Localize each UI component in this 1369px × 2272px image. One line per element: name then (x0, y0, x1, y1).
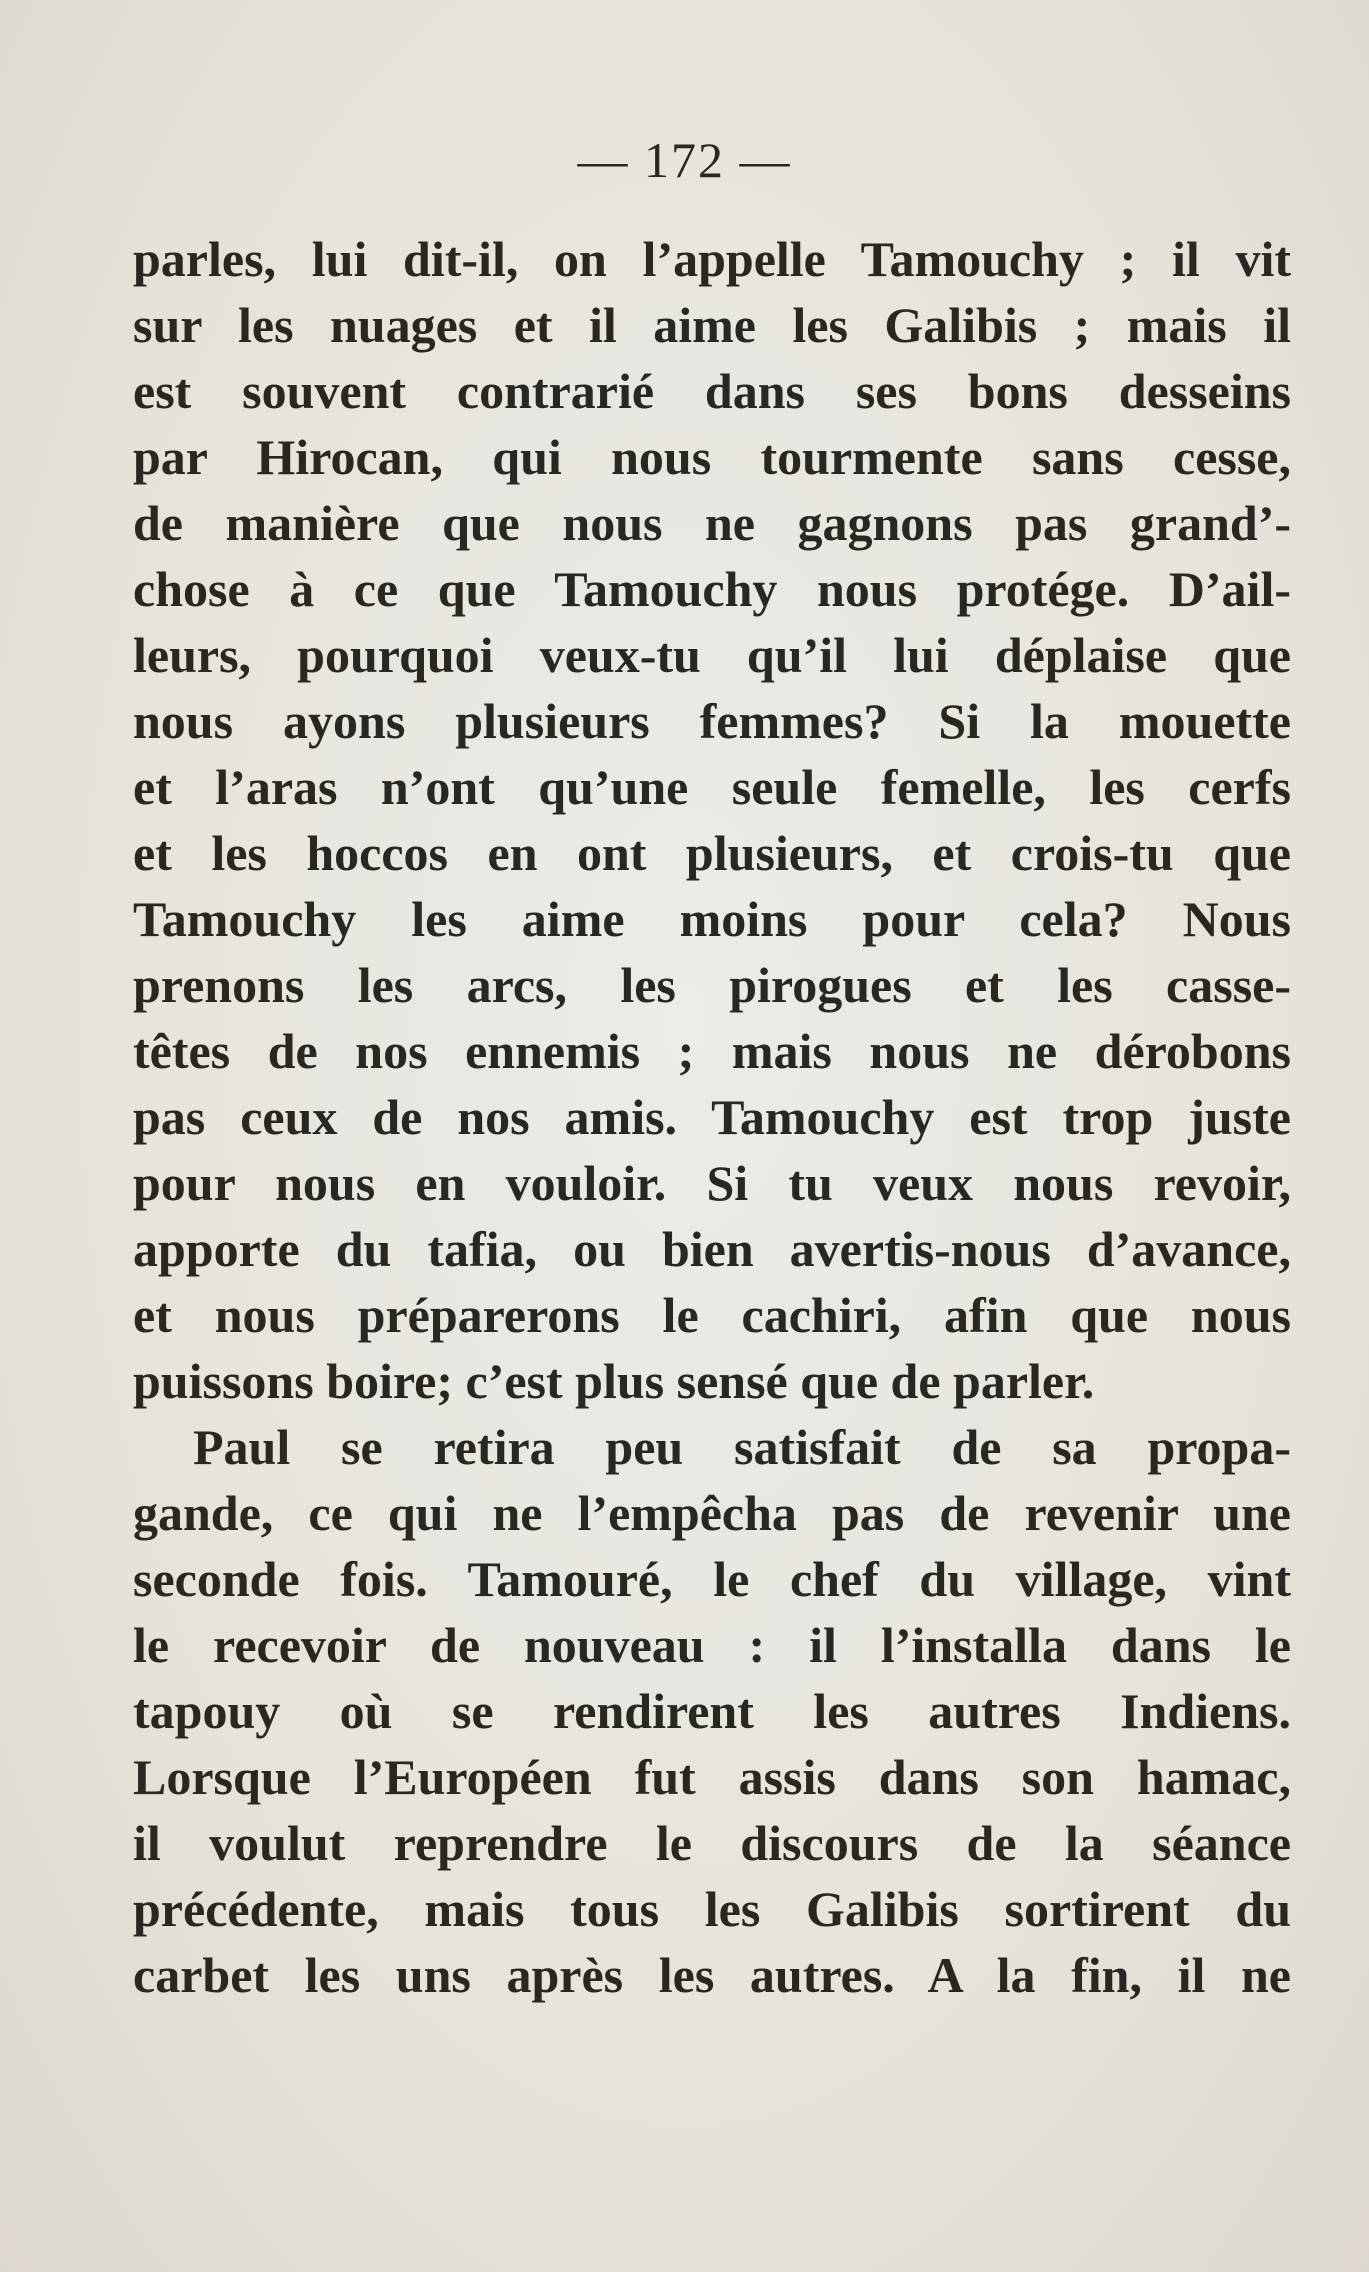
text-line: Lorsque l’Européen fut assis dans son hamac, (133, 1749, 1291, 1805)
text-line: parles, lui dit-il, on l’appelle Tamouchy ; il vit (133, 231, 1291, 287)
text-line: et les hoccos en ont plusieurs, et crois-tu que (133, 825, 1291, 881)
text-line: par Hirocan, qui nous tourmente sans cesse, (133, 429, 1291, 485)
text-line: est souvent contrarié dans ses bons desseins (133, 363, 1291, 419)
text-line: puissons boire; c’est plus sensé que de parler. (133, 1353, 1095, 1409)
text-line: carbet les uns après les autres. A la fin, il ne (133, 1947, 1291, 2003)
text-line: prenons les arcs, les pirogues et les casse- (133, 957, 1291, 1013)
body-text (133, 226, 1291, 2008)
text-line: leurs, pourquoi veux-tu qu’il lui déplaise que (133, 627, 1291, 683)
text-line: sur les nuages et il aime les Galibis ; mais il (133, 297, 1291, 353)
text-line: tapouy où se rendirent les autres Indiens. (133, 1683, 1291, 1739)
text-line: et nous préparerons le cachiri, afin que nous (133, 1287, 1291, 1343)
text-line: nous ayons plusieurs femmes? Si la mouette (133, 693, 1291, 749)
text-line: seconde fois. Tamouré, le chef du village, vint (133, 1551, 1291, 1607)
text-line: Paul se retira peu satisfait de sa propa- (193, 1419, 1291, 1475)
text-line: le recevoir de nouveau : il l’installa dans le (133, 1617, 1291, 1673)
text-line: pas ceux de nos amis. Tamouchy est trop juste (133, 1089, 1291, 1145)
text-line: de manière que nous ne gagnons pas grand’- (133, 495, 1291, 551)
text-line: gande, ce qui ne l’empêcha pas de revenir une (133, 1485, 1291, 1541)
text-line: il voulut reprendre le discours de la séance (133, 1815, 1291, 1871)
paragraph-2 (133, 1414, 1291, 2008)
page-number: — 172 — (577, 132, 792, 188)
text-line: pour nous en vouloir. Si tu veux nous revoir, (133, 1155, 1291, 1211)
text-line: têtes de nos ennemis ; mais nous ne dérobons (133, 1023, 1291, 1079)
text-line: chose à ce que Tamouchy nous protége. D’ail- (133, 561, 1291, 617)
text-line: apporte du tafia, ou bien avertis-nous d’avance, (133, 1221, 1291, 1277)
text-line: et l’aras n’ont qu’une seule femelle, les cerfs (133, 759, 1291, 815)
paragraph-1 (133, 226, 1291, 1414)
text-line: Tamouchy les aime moins pour cela? Nous (133, 891, 1291, 947)
text-line: précédente, mais tous les Galibis sortirent du (133, 1881, 1291, 1937)
